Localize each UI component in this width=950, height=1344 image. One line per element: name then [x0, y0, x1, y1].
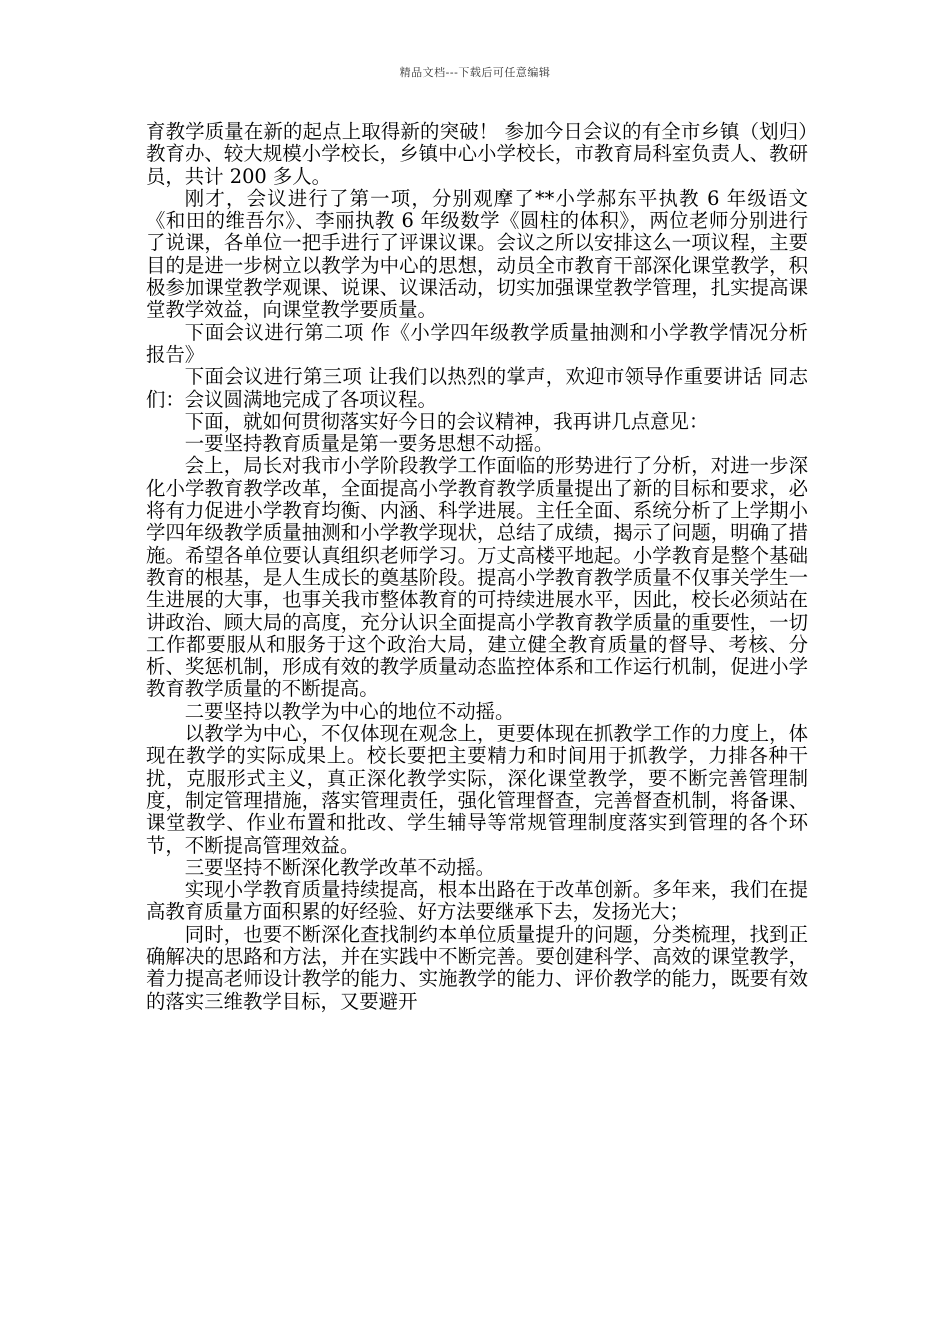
paragraph: 下面会议进行第三项 让我们以热烈的掌声，欢迎市领导作重要讲话 同志们：会议圆满地完成了各项议程。 — [146, 365, 808, 411]
paragraph: 下面，就如何贯彻落实好今日的会议精神，我再讲几点意见： — [184, 409, 709, 433]
section-heading: 一要坚持教育质量是第一要务思想不动摇。 — [184, 432, 554, 456]
paragraph: 同时，也要不断深化查找制约本单位质量提升的问题，分类梳理，找到正确解决的思路和方法，并在实践中不断完善。要创建科学、高效的课堂教学，着力提高老师设计教学的能力、实施教学的能力、评价教学的能力，既要有效的落实三维教学目标，又要避开 — [146, 922, 808, 1013]
paragraph: 育教学质量在新的起点上取得新的突破！ 参加今日会议的有全市乡镇（划归）教育办、较大规模小学校长，乡镇中心小学校长，市教育局科室负责人、教研员，共计 200 多人。 — [146, 120, 808, 188]
paragraph: 实现小学教育质量持续提高，根本出路在于改革创新。多年来，我们在提高教育质量方面积累的好经验、好方法要继承下去，发扬光大； — [146, 878, 808, 924]
paragraph: 下面会议进行第二项 作《小学四年级教学质量抽测和小学教学情况分析报告》 — [146, 320, 808, 366]
paragraph: 以教学为中心，不仅体现在观念上，更要体现在抓教学工作的力度上，体现在教学的实际成果上。校长要把主要精力和时间用于抓教学，力排各种干扰，克服形式主义，真正深化教学实际，深化课堂教学，要不断完善管理制度，制定管理措施，落实管理责任，强化管理督查，完善督查机制，将备课、课堂教学、作业布置和批改、学生辅导等常规管理制度落实到管理的各个环节，不断提高管理效益。 — [146, 722, 808, 857]
document-body — [146, 121, 808, 1013]
paragraph: 刚才，会议进行了第一项，分别观摩了**小学郝东平执教 6 年级语文《和田的维吾尔》、李丽执教 6 年级数学《圆柱的体积》，两位老师分别进行了说课，各单位一把手进行了评课议课。会议之所以安排这么一项议程，主要目的是进一步树立以教学为中心的思想，动员全市教育干部深化课堂教学，积极参加课堂教学观课、说课、议课活动，切实加强课堂教学管理，扎实提高课堂教学效益，向课堂教学要质量。 — [146, 186, 808, 322]
page-header: 精品文档---下载后可任意编辑 — [399, 66, 551, 79]
section-heading: 二要坚持以教学为中心的地位不动摇。 — [184, 699, 515, 723]
section-heading: 三要坚持不断深化教学改革不动摇。 — [184, 855, 496, 879]
paragraph: 会上，局长对我市小学阶段教学工作面临的形势进行了分析，对进一步深化小学教育教学改革，全面提高小学教育教学质量提出了新的目标和要求，必将有力促进小学教育均衡、内涵、科学进展。主任全面、系统分析了上学期小学四年级教学质量抽测和小学教学现状，总结了成绩，揭示了问题，明确了措施。希望各单位要认真组织老师学习。万丈高楼平地起。小学教育是整个基础教育的根基，是人生成长的奠基阶段。提高小学教育教学质量不仅事关学生一生进展的大事，也事关我市整体教育的可持续进展水平，因此，校长必须站在讲政治、顾大局的高度，充分认识全面提高小学教育教学质量的重要性，一切工作都要服从和服务于这个政治大局，建立健全教育质量的督导、考核、分析、奖惩机制，形成有效的教学质量动态监控体系和工作运行机制，促进小学教育教学质量的不断提高。 — [146, 454, 808, 701]
